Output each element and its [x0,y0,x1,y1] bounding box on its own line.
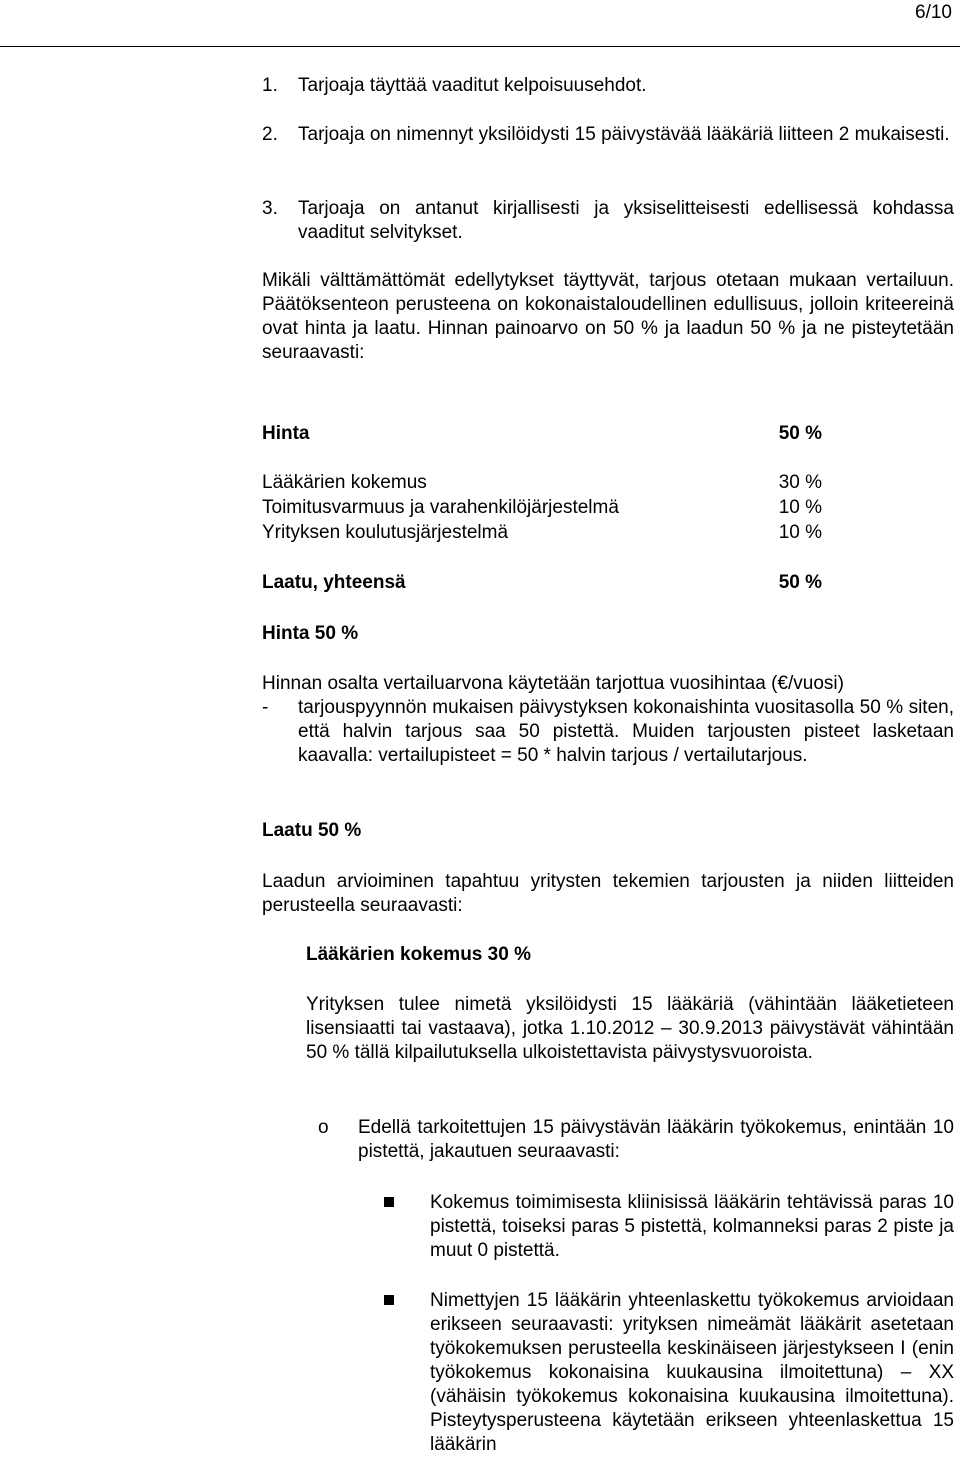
square-bullet-text: Nimettyjen 15 lääkärin yhteenlaskettu työkokemus arvioidaan erikseen seuraavasti: yrityksen nimeämät lääkärit asetetaan työkokemuksen perusteella keskinäiseen järjestykseen I (enin työkokemus kokonaisina kuukausina ilmoitettuna) – XX (vähäisin työkokemus kokonaisina kuukausina ilmoitettuna). Pisteytysperusteena käytetään erikseen yhteenlaskettua 15 lääkärin [430,1290,954,1455]
square-bullet-icon [384,1197,394,1207]
page-number: 6/10 [915,2,952,23]
weight-label: Laatu, yhteensä [262,572,406,593]
weight-value: 50 % [778,572,822,593]
condition-number: 2. [262,124,278,145]
quality-section-intro: Laadun arvioiminen tapahtuu yritysten tekemien tarjousten ja niiden liitteiden perusteella seuraavasti: [262,871,954,916]
experience-paragraph: Yrityksen tulee nimetä yksilöidysti 15 lääkäriä (vähintään lääketieteen lisensiaatti tai vastaava), jotka 1.10.2012 – 30.9.2013 päivystävät vähintään 50 % tällä kilpailutuksella ulkoistettavista päivystysvuoroista. [306,994,954,1063]
condition-text: Tarjoaja on nimennyt yksilöidysti 15 päivystävää lääkäriä liitteen 2 mukaisesti. [298,124,950,145]
price-section-heading: Hinta 50 % [262,623,359,644]
bullet-marker: o [318,1117,329,1138]
quality-section-heading: Laatu 50 % [262,820,362,841]
weight-label: Yrityksen koulutusjärjestelmä [262,522,509,543]
weight-label: Hinta [262,423,310,444]
weight-row-experience [262,471,822,495]
condition-number: 3. [262,198,278,219]
weight-value: 10 % [778,522,822,543]
condition-text: Tarjoaja on antanut kirjallisesti ja yksiselitteisesti edellisessä kohdassa vaaditut selvitykset. [298,198,954,243]
weight-row-price [262,422,822,446]
price-dash-text: tarjouspyynnön mukaisen päivystyksen kokonaishinta vuositasolla 50 % siten, että halvin tarjous saa 50 pistettä. Muiden tarjousten pisteet lasketaan kaavalla: vertailupisteet = 50 * halvin tarjous / vertailutarjous. [298,697,954,766]
weight-label: Lääkärien kokemus [262,472,427,493]
bullet-text: Edellä tarkoitettujen 15 päivystävän lääkärin työkokemus, enintään 10 pistettä, jakautuen seuraavasti: [358,1117,954,1162]
header-rule [0,46,960,47]
intro-paragraph: Mikäli välttämättömät edellytykset täyttyvät, tarjous otetaan mukaan vertailuun. Päätöksenteon perusteena on kokonaistaloudellinen edullisuus, jolloin kriteereinä ovat hinta ja laatu. Hinnan painoarvo on 50 % ja laadun 50 % ja ne pisteytetään seuraavasti: [262,270,954,363]
price-section-line: Hinnan osalta vertailuarvona käytetään tarjottua vuosihintaa (€/vuosi) [262,673,844,694]
condition-text: Tarjoaja täyttää vaaditut kelpoisuusehdot. [298,75,647,96]
experience-subheading: Lääkärien kokemus 30 % [306,944,531,965]
weight-value: 10 % [778,497,822,518]
weight-value: 30 % [778,472,822,493]
square-bullet-text: Kokemus toimimisesta kliinisissä lääkärin tehtävissä paras 10 pistettä, toiseksi paras 5 pistettä, kolmanneksi paras 2 piste ja muut 0 pistettä. [430,1192,954,1261]
weight-row-reliability [262,496,822,520]
condition-number: 1. [262,75,278,96]
weight-row-training [262,521,822,545]
square-bullet-icon [384,1295,394,1305]
weight-value: 50 % [778,423,822,444]
weight-label: Toimitusvarmuus ja varahenkilöjärjestelmä [262,497,619,518]
weight-row-quality-total [262,571,822,595]
dash-marker: - [262,697,269,718]
